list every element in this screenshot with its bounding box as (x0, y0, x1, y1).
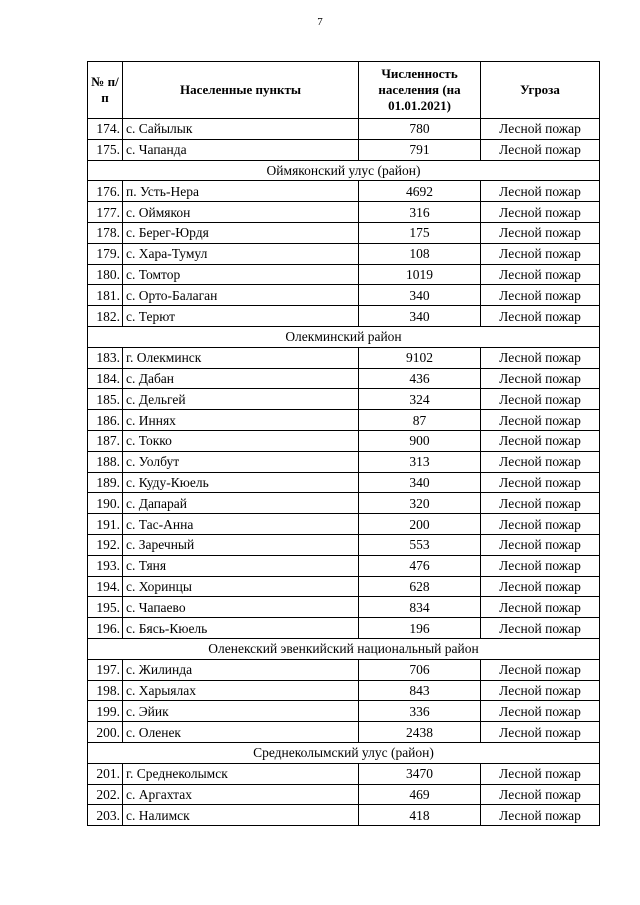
population-value: 313 (359, 451, 481, 472)
table-row (88, 722, 600, 743)
population-value: 324 (359, 389, 481, 410)
table-row (88, 701, 600, 722)
header-num: № п/п (88, 62, 123, 119)
table-row (88, 763, 600, 784)
settlement-name: с. Дельгей (123, 389, 359, 410)
settlement-name: с. Хоринцы (123, 576, 359, 597)
settlements-table (87, 61, 600, 826)
threat-type: Лесной пожар (481, 805, 600, 826)
table-row (88, 576, 600, 597)
table-row (88, 264, 600, 285)
settlement-name: с. Иннях (123, 410, 359, 431)
threat-type: Лесной пожар (481, 389, 600, 410)
row-number: 196. (88, 618, 123, 639)
table-row (88, 347, 600, 368)
threat-type: Лесной пожар (481, 202, 600, 223)
row-number: 187. (88, 430, 123, 451)
section-title: Оленекский эвенкийский национальный район (88, 638, 600, 659)
population-value: 200 (359, 514, 481, 535)
row-number: 176. (88, 181, 123, 202)
row-number: 179. (88, 243, 123, 264)
row-number: 202. (88, 784, 123, 805)
settlement-name: с. Уолбут (123, 451, 359, 472)
table-row (88, 410, 600, 431)
settlement-name: с. Берег-Юрдя (123, 222, 359, 243)
settlement-name: с. Чапанда (123, 139, 359, 160)
threat-type: Лесной пожар (481, 222, 600, 243)
row-number: 189. (88, 472, 123, 493)
row-number: 198. (88, 680, 123, 701)
table-row (88, 119, 600, 140)
section-title: Оймяконский улус (район) (88, 160, 600, 181)
threat-type: Лесной пожар (481, 659, 600, 680)
header-threat: Угроза (481, 62, 600, 119)
settlement-name: с. Тас-Анна (123, 514, 359, 535)
threat-type: Лесной пожар (481, 576, 600, 597)
settlement-name: с. Оймякон (123, 202, 359, 223)
settlement-name: с. Куду-Кюель (123, 472, 359, 493)
row-number: 183. (88, 347, 123, 368)
row-number: 193. (88, 555, 123, 576)
population-value: 469 (359, 784, 481, 805)
table-row (88, 680, 600, 701)
threat-type: Лесной пожар (481, 784, 600, 805)
row-number: 194. (88, 576, 123, 597)
settlement-name: с. Сайылык (123, 119, 359, 140)
settlement-name: с. Дапарай (123, 493, 359, 514)
table-row (88, 389, 600, 410)
population-value: 320 (359, 493, 481, 514)
population-value: 706 (359, 659, 481, 680)
settlement-name: с. Токко (123, 430, 359, 451)
settlement-name: с. Дабан (123, 368, 359, 389)
settlement-name: с. Томтор (123, 264, 359, 285)
settlement-name: с. Эйик (123, 701, 359, 722)
table-row (88, 659, 600, 680)
table-row (88, 202, 600, 223)
population-value: 175 (359, 222, 481, 243)
settlement-name: с. Терют (123, 306, 359, 327)
threat-type: Лесной пожар (481, 347, 600, 368)
threat-type: Лесной пожар (481, 430, 600, 451)
population-value: 340 (359, 306, 481, 327)
settlement-name: с. Хара-Тумул (123, 243, 359, 264)
section-title: Среднеколымский улус (район) (88, 742, 600, 763)
threat-type: Лесной пожар (481, 181, 600, 202)
table-row (88, 243, 600, 264)
threat-type: Лесной пожар (481, 285, 600, 306)
threat-type: Лесной пожар (481, 514, 600, 535)
table-row (88, 451, 600, 472)
row-number: 195. (88, 597, 123, 618)
threat-type: Лесной пожар (481, 139, 600, 160)
section-row (88, 160, 600, 181)
row-number: 178. (88, 222, 123, 243)
table-row (88, 618, 600, 639)
table-row (88, 368, 600, 389)
population-value: 108 (359, 243, 481, 264)
settlement-name: с. Жилинда (123, 659, 359, 680)
settlement-name: с. Оленек (123, 722, 359, 743)
settlement-name: с. Харыялах (123, 680, 359, 701)
header-row (88, 62, 600, 119)
row-number: 188. (88, 451, 123, 472)
settlement-name: с. Заречный (123, 534, 359, 555)
table-row (88, 597, 600, 618)
row-number: 181. (88, 285, 123, 306)
row-number: 174. (88, 119, 123, 140)
row-number: 197. (88, 659, 123, 680)
population-value: 834 (359, 597, 481, 618)
settlement-name: г. Среднеколымск (123, 763, 359, 784)
table-row (88, 181, 600, 202)
population-value: 3470 (359, 763, 481, 784)
population-value: 843 (359, 680, 481, 701)
section-row (88, 326, 600, 347)
threat-type: Лесной пожар (481, 722, 600, 743)
settlement-name: с. Тяня (123, 555, 359, 576)
table-row (88, 472, 600, 493)
population-value: 1019 (359, 264, 481, 285)
threat-type: Лесной пожар (481, 243, 600, 264)
population-value: 87 (359, 410, 481, 431)
row-number: 199. (88, 701, 123, 722)
threat-type: Лесной пожар (481, 472, 600, 493)
population-value: 628 (359, 576, 481, 597)
population-value: 418 (359, 805, 481, 826)
population-value: 340 (359, 472, 481, 493)
population-value: 316 (359, 202, 481, 223)
population-value: 196 (359, 618, 481, 639)
population-value: 9102 (359, 347, 481, 368)
table-row (88, 514, 600, 535)
table-row (88, 784, 600, 805)
table-row (88, 555, 600, 576)
header-name: Населенные пункты (123, 62, 359, 119)
threat-type: Лесной пожар (481, 306, 600, 327)
row-number: 184. (88, 368, 123, 389)
threat-type: Лесной пожар (481, 597, 600, 618)
population-value: 340 (359, 285, 481, 306)
population-value: 2438 (359, 722, 481, 743)
threat-type: Лесной пожар (481, 763, 600, 784)
table-row (88, 285, 600, 306)
settlement-name: г. Олекминск (123, 347, 359, 368)
settlement-name: с. Чапаево (123, 597, 359, 618)
population-value: 336 (359, 701, 481, 722)
threat-type: Лесной пожар (481, 451, 600, 472)
population-value: 780 (359, 119, 481, 140)
threat-type: Лесной пожар (481, 410, 600, 431)
header-population: Численность населения (на 01.01.2021) (359, 62, 481, 119)
settlement-name: с. Бясь-Кюель (123, 618, 359, 639)
section-row (88, 638, 600, 659)
section-title: Олекминский район (88, 326, 600, 347)
threat-type: Лесной пожар (481, 264, 600, 285)
table-row (88, 805, 600, 826)
row-number: 190. (88, 493, 123, 514)
settlement-name: п. Усть-Нера (123, 181, 359, 202)
settlement-name: с. Налимск (123, 805, 359, 826)
threat-type: Лесной пожар (481, 534, 600, 555)
row-number: 180. (88, 264, 123, 285)
row-number: 203. (88, 805, 123, 826)
row-number: 175. (88, 139, 123, 160)
table-row (88, 306, 600, 327)
population-value: 436 (359, 368, 481, 389)
population-value: 4692 (359, 181, 481, 202)
table-row (88, 493, 600, 514)
table-row (88, 139, 600, 160)
population-value: 791 (359, 139, 481, 160)
page-number: 7 (317, 16, 323, 28)
threat-type: Лесной пожар (481, 555, 600, 576)
threat-type: Лесной пожар (481, 119, 600, 140)
row-number: 191. (88, 514, 123, 535)
section-row (88, 742, 600, 763)
row-number: 200. (88, 722, 123, 743)
threat-type: Лесной пожар (481, 618, 600, 639)
table-row (88, 534, 600, 555)
population-value: 553 (359, 534, 481, 555)
row-number: 177. (88, 202, 123, 223)
threat-type: Лесной пожар (481, 701, 600, 722)
row-number: 186. (88, 410, 123, 431)
row-number: 182. (88, 306, 123, 327)
settlement-name: с. Орто-Балаган (123, 285, 359, 306)
table-body (88, 119, 600, 826)
row-number: 185. (88, 389, 123, 410)
row-number: 192. (88, 534, 123, 555)
threat-type: Лесной пожар (481, 368, 600, 389)
table-row (88, 222, 600, 243)
threat-type: Лесной пожар (481, 493, 600, 514)
population-value: 900 (359, 430, 481, 451)
population-value: 476 (359, 555, 481, 576)
table-row (88, 430, 600, 451)
row-number: 201. (88, 763, 123, 784)
settlement-name: с. Аргахтах (123, 784, 359, 805)
threat-type: Лесной пожар (481, 680, 600, 701)
table-header (88, 62, 600, 119)
